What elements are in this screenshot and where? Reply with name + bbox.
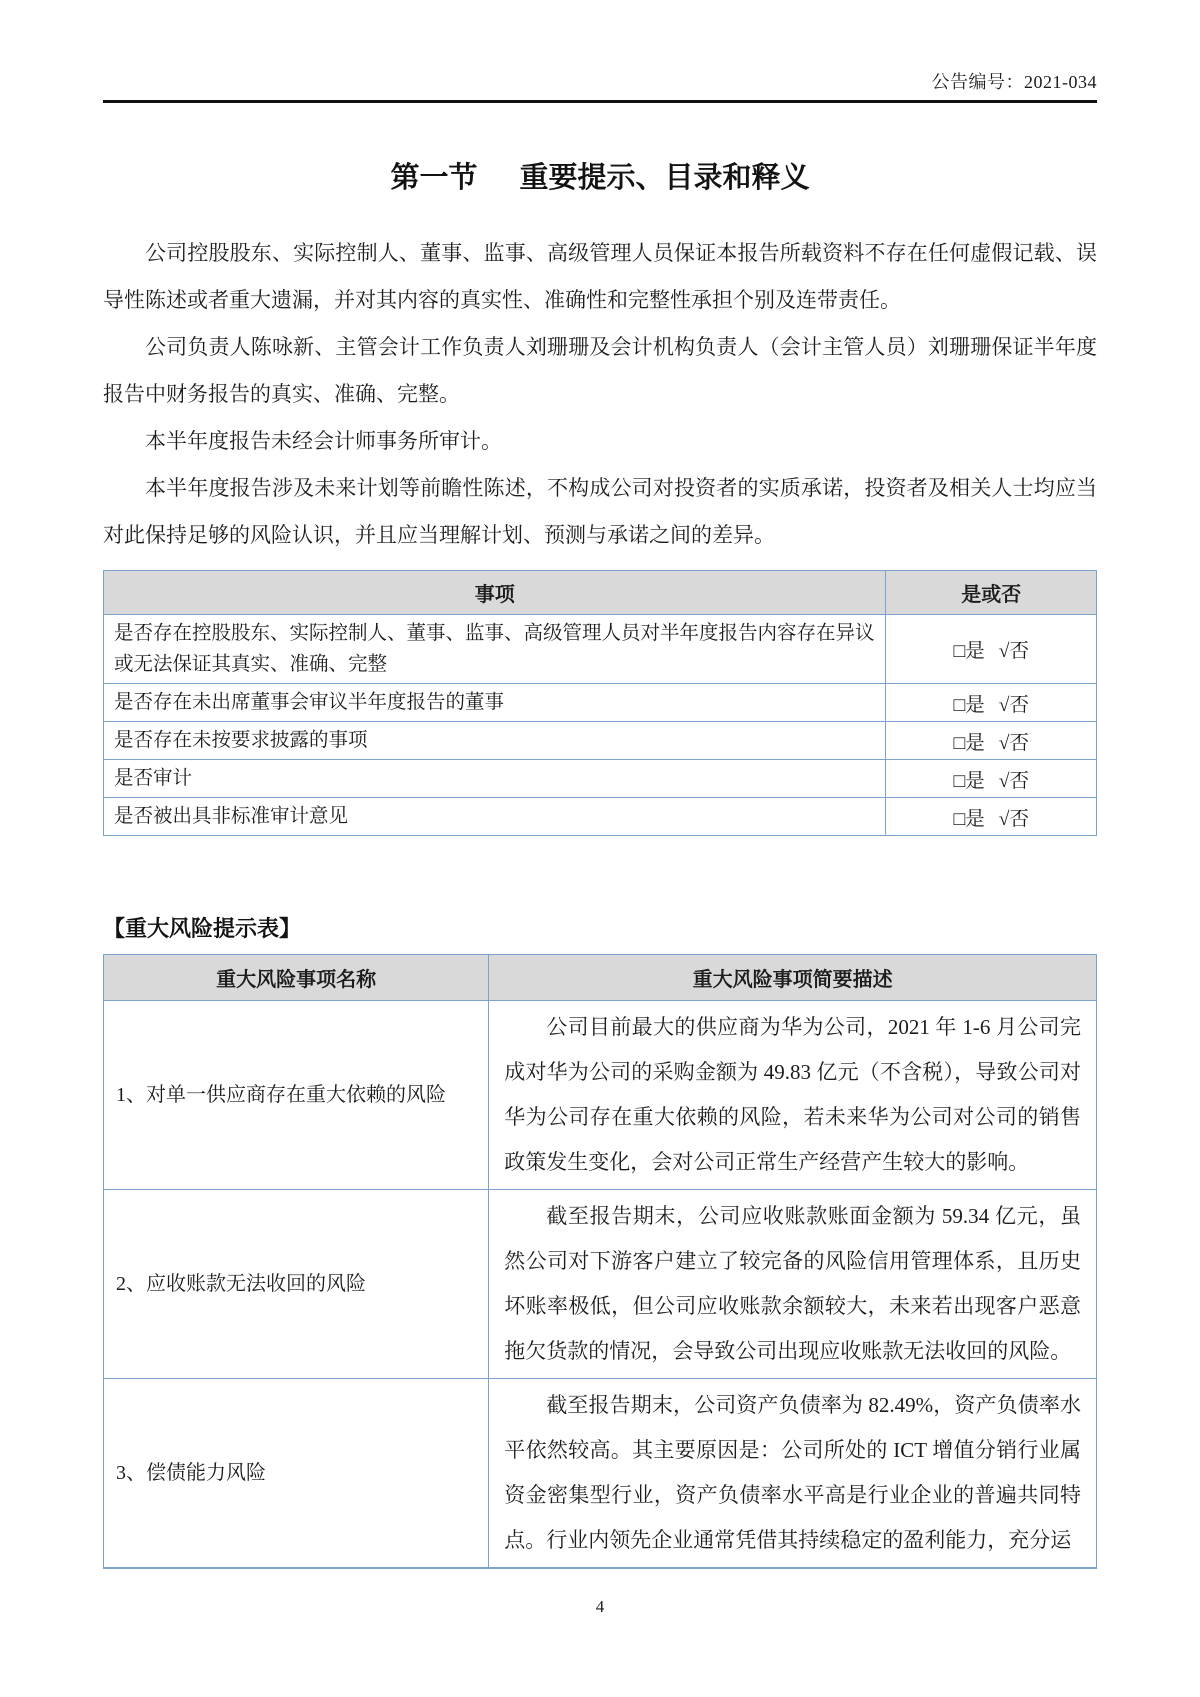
item-text: 是否审计 — [104, 760, 886, 798]
yes-label: 是 — [965, 808, 985, 830]
checkbox-empty-icon: □ — [953, 770, 966, 792]
answer-cell — [886, 615, 1097, 684]
item-text: 是否存在未按要求披露的事项 — [104, 722, 886, 760]
items-table-header-row — [104, 571, 1097, 615]
table-row — [104, 760, 1097, 798]
page-header — [103, 0, 1097, 103]
yes-label: 是 — [965, 732, 985, 754]
table-row — [104, 798, 1097, 836]
doc-number: 公告编号：2021-034 — [931, 72, 1097, 92]
answer-cell — [886, 722, 1097, 760]
check-mark-icon: √ — [998, 808, 1010, 830]
checkbox-empty-icon: □ — [953, 694, 966, 716]
checkbox-empty-icon: □ — [953, 808, 966, 830]
risk-header-name: 重大风险事项名称 — [104, 955, 489, 1001]
no-label: 否 — [1009, 808, 1029, 830]
check-mark-icon: √ — [998, 641, 1010, 662]
no-label: 否 — [1009, 641, 1029, 662]
paragraph-statement-accuracy: 公司控股股东、实际控制人、董事、监事、高级管理人员保证本报告所载资料不存在任何虚假记载、误导性陈述或者重大遗漏，并对其内容的真实性、准确性和完整性承担个别及连带责任。 — [103, 241, 1097, 312]
section-title-text: 重要提示、目录和释义 — [519, 162, 810, 194]
check-mark-icon: √ — [998, 694, 1010, 716]
item-text: 是否存在控股股东、实际控制人、董事、监事、高级管理人员对半年度报告内容存在异议或无法保证其真实、准确、完整 — [104, 615, 886, 684]
no-label: 否 — [1009, 694, 1029, 716]
yes-label: 是 — [965, 770, 985, 792]
risk-section-heading: 【重大风险提示表】 — [103, 916, 302, 941]
page-title — [103, 155, 1097, 196]
check-mark-icon: √ — [998, 732, 1010, 754]
no-label: 否 — [1009, 770, 1029, 792]
risk-name: 2、应收账款无法收回的风险 — [104, 1190, 489, 1379]
answer-cell — [886, 684, 1097, 722]
yes-label: 是 — [965, 641, 985, 662]
no-label: 否 — [1009, 732, 1029, 754]
risk-description: 公司目前最大的供应商为华为公司，2021 年 1-6 月公司完成对华为公司的采购金额为 49.83 亿元（不含税），导致公司对华为公司存在重大依赖的风险，若未来华为公司对公司的销售政策发生变化，会对公司正常生产经营产生较大的影响。 — [489, 1001, 1097, 1190]
paragraph-unaudited: 本半年度报告未经会计师事务所审计。 — [145, 429, 502, 453]
table-row — [104, 722, 1097, 760]
item-text: 是否被出具非标准审计意见 — [104, 798, 886, 836]
items-header-matter: 事项 — [104, 571, 886, 615]
risk-description: 截至报告期末，公司资产负债率为 82.49%，资产负债率水平依然较高。其主要原因是：公司所处的 ICT 增值分销行业属资金密集型行业，资产负债率水平高是行业企业的普遍共同特点。行业内领先企业通常凭借其持续稳定的盈利能力，充分运 — [489, 1379, 1097, 1569]
table-row — [104, 684, 1097, 722]
risk-table-header-row — [104, 955, 1097, 1001]
risk-name: 1、对单一供应商存在重大依赖的风险 — [104, 1001, 489, 1190]
yes-label: 是 — [965, 694, 985, 716]
page-number: 4 — [595, 1597, 605, 1616]
items-header-yesno: 是或否 — [886, 571, 1097, 615]
items-table — [103, 570, 1097, 836]
table-row — [104, 615, 1097, 684]
item-text: 是否存在未出席董事会审议半年度报告的董事 — [104, 684, 886, 722]
table-row — [104, 1001, 1097, 1190]
risk-description: 截至报告期末，公司应收账款账面金额为 59.34 亿元，虽然公司对下游客户建立了较完备的风险信用管理体系，且历史坏账率极低，但公司应收账款余额较大，未来若出现客户恶意拖欠货款的情况，会导致公司出现应收账款无法收回的风险。 — [489, 1190, 1097, 1379]
check-mark-icon: √ — [998, 770, 1010, 792]
checkbox-empty-icon: □ — [953, 732, 966, 754]
checkbox-empty-icon: □ — [953, 641, 966, 662]
paragraph-responsible-persons: 公司负责人陈咏新、主管会计工作负责人刘珊珊及会计机构负责人（会计主管人员）刘珊珊保证半年度报告中财务报告的真实、准确、完整。 — [103, 335, 1097, 406]
section-label: 第一节 — [390, 162, 478, 194]
paragraph-forward-looking: 本半年度报告涉及未来计划等前瞻性陈述，不构成公司对投资者的实质承诺，投资者及相关人士均应当对此保持足够的风险认识，并且应当理解计划、预测与承诺之间的差异。 — [103, 476, 1097, 547]
table-row — [104, 1190, 1097, 1379]
risk-table — [103, 954, 1097, 1569]
answer-cell — [886, 760, 1097, 798]
risk-name: 3、偿债能力风险 — [104, 1379, 489, 1569]
table-row — [104, 1379, 1097, 1569]
intro-paragraphs — [103, 230, 1097, 559]
risk-header-desc: 重大风险事项简要描述 — [489, 955, 1097, 1001]
answer-cell — [886, 798, 1097, 836]
